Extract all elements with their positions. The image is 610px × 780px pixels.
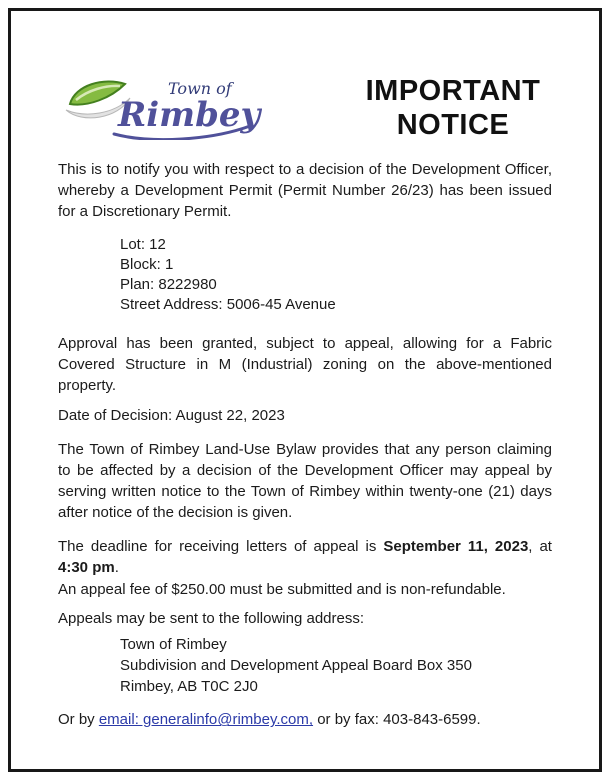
title-line-1: IMPORTANT bbox=[365, 75, 541, 107]
deadline-paragraph bbox=[58, 536, 552, 578]
deadline-text-mid: , at bbox=[528, 538, 552, 556]
deadline-text-pre: The deadline for receiving letters of appeal is bbox=[58, 538, 384, 556]
contact-text-pre: Or by bbox=[58, 711, 99, 729]
email-link[interactable]: email: generalinfo@rimbey.com, bbox=[98, 711, 314, 729]
street-address-line: Street Address: 5006-45 Avenue bbox=[120, 296, 336, 314]
address-line-3: Rimbey, AB T0C 2J0 bbox=[120, 678, 258, 696]
title-line-2: NOTICE bbox=[396, 109, 510, 142]
approval-paragraph: Approval has been granted, subject to appeal, allowing for a Fabric Covered Structure in M (Industrial) zoning on the above-mentioned property. bbox=[58, 335, 552, 395]
block-line: Block: 1 bbox=[120, 256, 174, 274]
lot-line: Lot: 12 bbox=[120, 236, 166, 254]
appeal-board-address-block bbox=[120, 634, 552, 697]
deadline-time: 4:30 pm bbox=[58, 559, 115, 577]
important-notice-title bbox=[328, 74, 578, 142]
deadline-text-post: . bbox=[114, 559, 119, 577]
address-line-2: Subdivision and Development Appeal Board Box 350 bbox=[120, 657, 472, 675]
property-details-block bbox=[120, 235, 552, 315]
date-of-decision-line: Date of Decision: August 22, 2023 bbox=[58, 407, 285, 425]
deadline-date: September 11, 2023 bbox=[383, 538, 529, 556]
appeal-fee-line: An appeal fee of $250.00 must be submitted and is non-refundable. bbox=[58, 581, 506, 599]
document-header bbox=[58, 74, 552, 142]
address-line-1: Town of Rimbey bbox=[120, 636, 227, 654]
appeals-address-intro: Appeals may be sent to the following address: bbox=[58, 610, 365, 628]
logo-graphic bbox=[62, 74, 262, 140]
contact-line bbox=[58, 709, 552, 730]
intro-paragraph: This is to notify you with respect to a decision of the Development Officer, whereby a Development Permit (Permit Number 26/23) has been issued for a Discretionary Permit. bbox=[58, 161, 552, 221]
plan-line: Plan: 8222980 bbox=[120, 276, 217, 294]
logo-town-of-text: Town of bbox=[168, 79, 232, 98]
town-of-rimbey-logo bbox=[62, 74, 262, 140]
bylaw-paragraph: The Town of Rimbey Land-Use Bylaw provides that any person claiming to be affected by a decision of the Development Officer may appeal by serving written notice to the Town of Rimbey within twenty-one (21) days after notice of the decision is given. bbox=[58, 441, 552, 522]
logo-rimbey-text: Rimbey bbox=[118, 95, 261, 135]
contact-text-post: or by fax: 403-843-6599. bbox=[313, 711, 481, 729]
